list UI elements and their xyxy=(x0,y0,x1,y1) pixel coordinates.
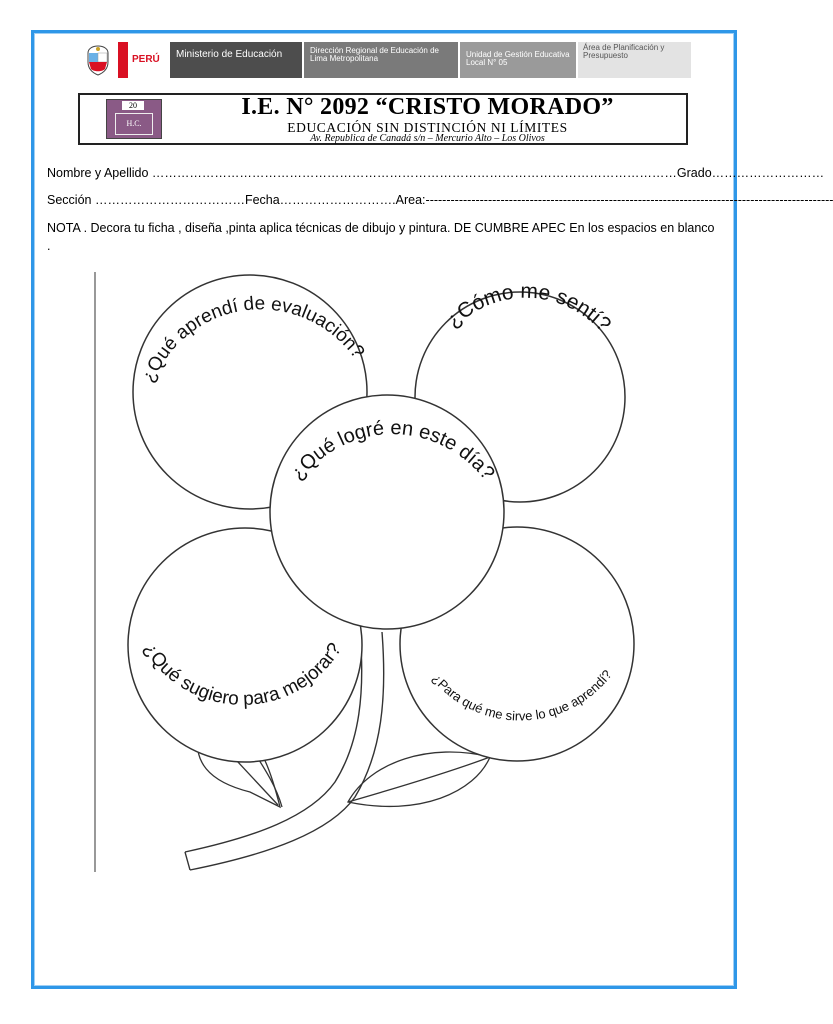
right-leaf xyxy=(348,752,490,806)
government-banner xyxy=(78,42,693,78)
petal-top-left-question: ¿Qué aprendí de evaluación? xyxy=(137,293,369,386)
direccion-regional-label: Dirección Regional de Educación de Lima Metropolitana xyxy=(304,42,458,78)
peru-label: PERÚ xyxy=(132,53,160,65)
school-address: Av. Republica de Canadá s/n – Mercurio Alto – Los Olivos xyxy=(310,133,545,144)
school-logo-number: 20 xyxy=(122,101,144,110)
petal-bottom-right-question: ¿Para qué me sirve lo que aprendí? xyxy=(429,666,615,724)
name-grade-field[interactable]: Nombre y Apellido ………………………………………………………………………………………………………………Grado……………………… xyxy=(47,166,825,180)
area-label: Área de Planificación y Presupuesto xyxy=(578,42,691,78)
school-logo-text: H.C. xyxy=(115,113,153,135)
center-question: ¿Qué logré en este día? xyxy=(286,417,499,485)
peru-flag-icon xyxy=(118,42,128,78)
peru-brand xyxy=(118,42,170,78)
school-title: I.E. N° 2092 “CRISTO MORADO” xyxy=(241,94,614,120)
petal-bottom-left-question: ¿Qué sugiero para mejorar? xyxy=(139,639,346,710)
peru-shield-icon xyxy=(78,42,118,78)
instructions-note: NOTA . Decora tu ficha , diseña ,pinta aplica técnicas de dibujo y pintura. DE CUMBRE APEC En los espacios en blanco . xyxy=(47,221,715,253)
school-header xyxy=(78,93,688,145)
flower-drawing xyxy=(90,262,670,902)
ministry-label: Ministerio de Educación xyxy=(170,42,302,78)
section-date-area-field[interactable]: Sección ………………………………Fecha……………………….Area:-------------------------------------------------------------------------------------------------- xyxy=(47,193,833,207)
petal-top-right-question: ¿Cómo me sentí? xyxy=(441,279,616,337)
school-motto: EDUCACIÓN SIN DISTINCIÓN NI LÍMITES xyxy=(287,120,568,135)
school-logo xyxy=(106,99,162,139)
ugel-label: Unidad de Gestión Educativa Local N° 05 xyxy=(460,42,576,78)
